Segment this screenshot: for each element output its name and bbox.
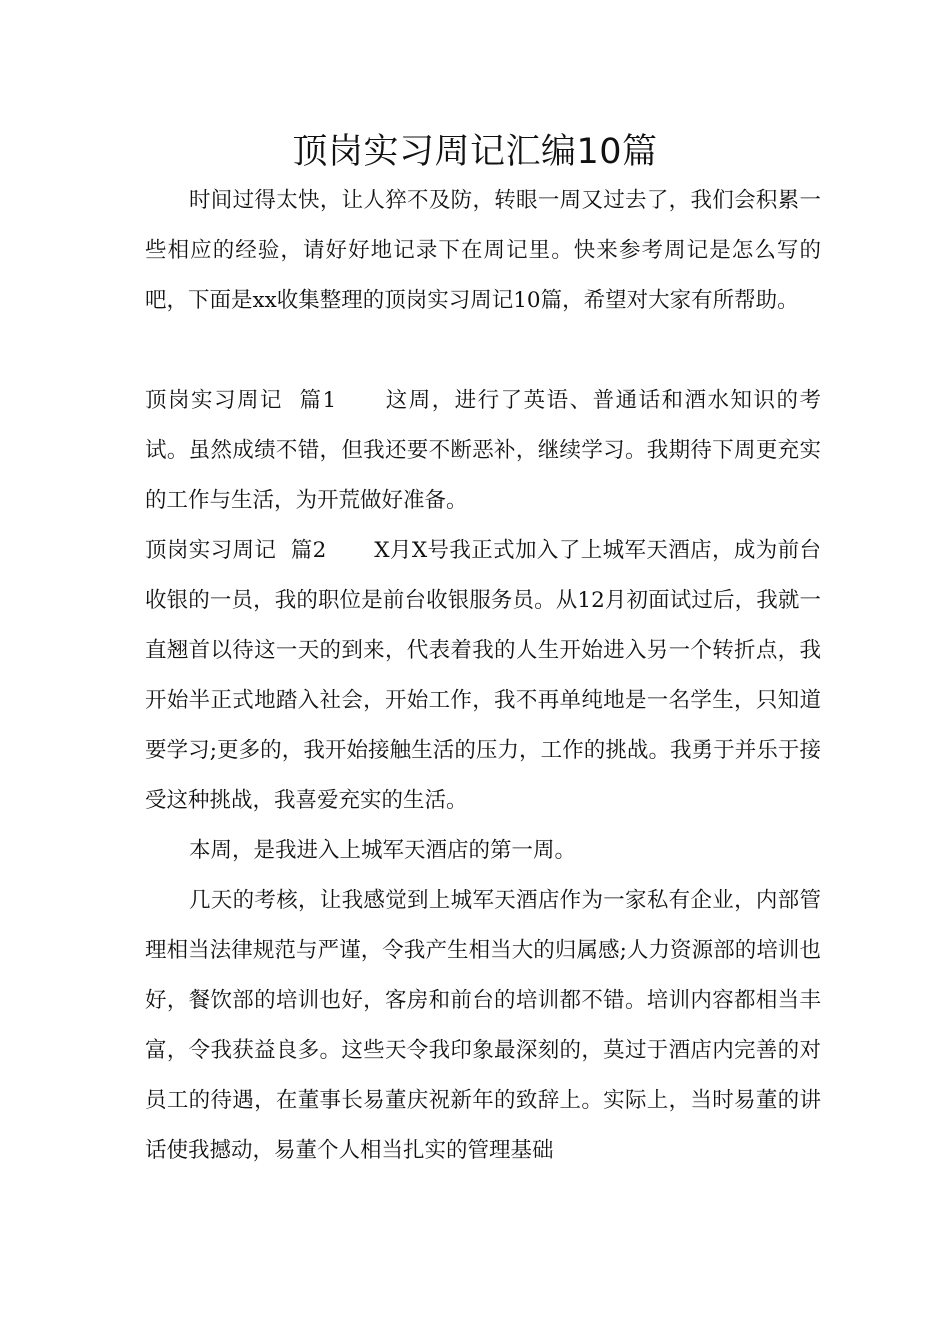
body-paragraph-2: 几天的考核，让我感觉到上城军天酒店作为一家私有企业，内部管理相当法律规范与严谨，令我产生相当大的归属感;人力资源部的培训也好，餐饮部的培训也好，客房和前台的培训都不错。培训内容都相当丰富，令我获益良多。这些天令我印象最深刻的，莫过于酒店内完善的对员工的待遇，在董事长易董庆祝新年的致辞上。实际上，当时易董的讲话使我撼动，易董个人相当扎实的管理基础 <box>145 888 821 1163</box>
section-2-heading: 顶岗实习周记 篇2 <box>145 538 327 563</box>
paragraph-spacer <box>145 326 821 376</box>
section-1-paragraph <box>145 376 821 526</box>
document-title: 顶岗实习周记汇编10篇 <box>292 132 658 172</box>
section-2-paragraph <box>145 526 821 826</box>
section-1-heading: 顶岗实习周记 篇1 <box>145 388 337 413</box>
document-body <box>145 176 821 1176</box>
section-2-text: X月X号我正式加入了上城军天酒店，成为前台收银的一员，我的职位是前台收银服务员。从12月初面试过后，我就一直翘首以待这一天的到来，代表着我的人生开始进入另一个转折点，我开始半正式地踏入社会，开始工作，我不再单纯地是一名学生，只知道要学习;更多的，我开始接触生活的压力，工作的挑战。我勇于并乐于接受这种挑战，我喜爱充实的生活。 <box>145 538 821 813</box>
body-paragraph-1: 本周，是我进入上城军天酒店的第一周。 <box>189 838 577 863</box>
section-1-text: 这周，进行了英语、普通话和酒水知识的考试。虽然成绩不错，但我还要不断恶补，继续学习。我期待下周更充实的工作与生活，为开荒做好准备。 <box>145 388 821 513</box>
intro-paragraph: 时间过得太快，让人猝不及防，转眼一周又过去了，我们会积累一些相应的经验，请好好地记录下在周记里。快来参考周记是怎么写的吧，下面是xx收集整理的顶岗实习周记10篇，希望对大家有所帮助。 <box>145 188 821 313</box>
